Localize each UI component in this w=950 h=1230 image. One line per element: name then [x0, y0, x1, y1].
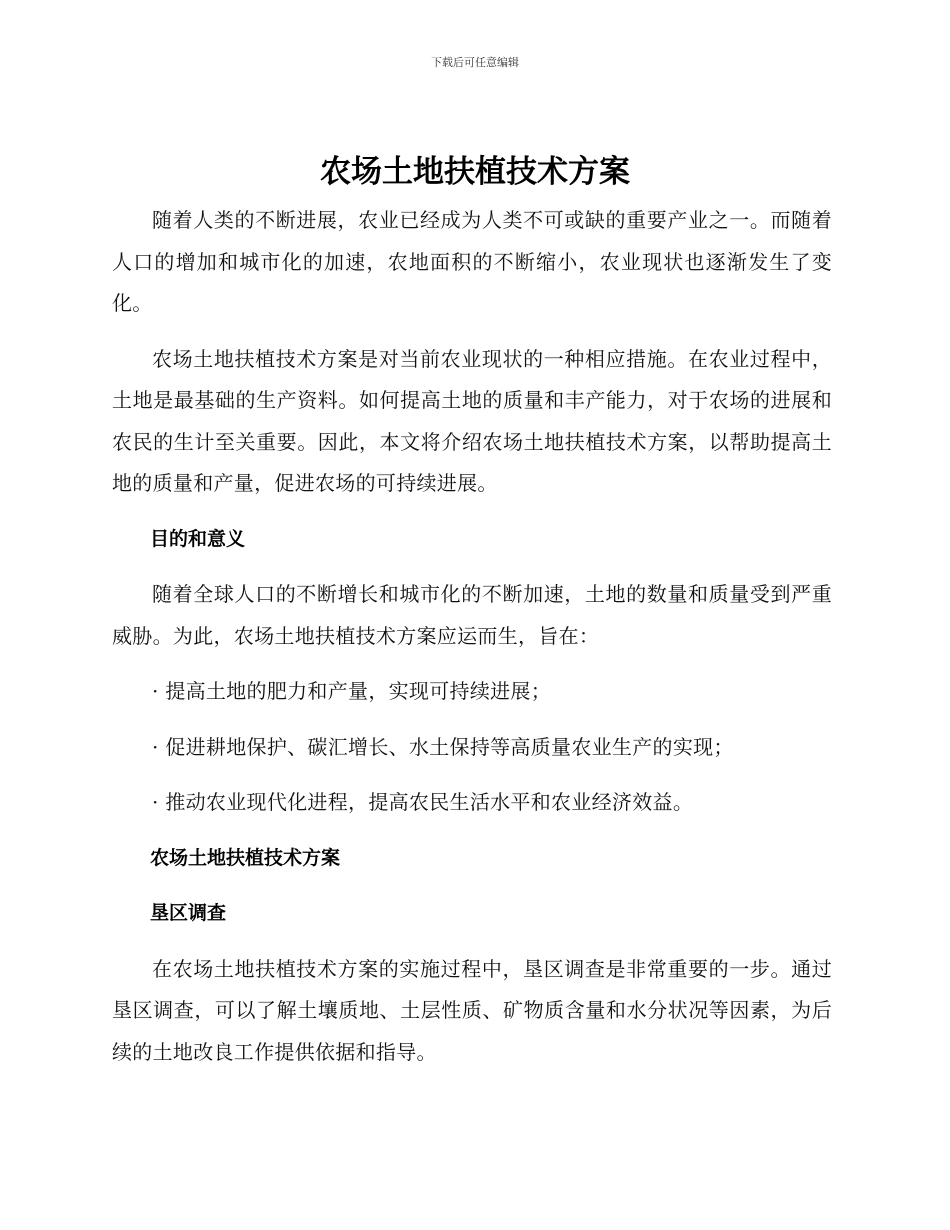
survey-paragraph: 在农场土地扶植技术方案的实施过程中，垦区调查是非常重要的一步。通过垦区调查，可以了解土壤质地、土层性质、矿物质含量和水分状况等因素，为后续的土地改良工作提供依据和指导。: [112, 956, 832, 1064]
intro-paragraph-2: 农场土地扶植技术方案是对当前农业现状的一种相应措施。在农业过程中，土地是最基础的生产资料。如何提高土地的质量和丰产能力，对于农场的进展和农民的生计至关重要。因此，本文将介绍农场土地扶植技术方案，以帮助提高土地的质量和产量，促进农场的可持续进展。: [112, 346, 832, 495]
heading-survey: 垦区调查: [150, 902, 227, 924]
heading-plan: 农场土地扶植技术方案: [150, 846, 341, 869]
purpose-bullet-3: · 推动农业现代化进程，提高农民生活水平和农业经济效益。: [152, 790, 694, 814]
document-body: [112, 200, 832, 1073]
heading-purpose: 目的和意义: [150, 527, 246, 550]
purpose-bullet-1: · 提高土地的肥力和产量，实现可持续进展；: [152, 679, 552, 703]
intro-paragraph-1: 随着人类的不断进展，农业已经成为人类不可或缺的重要产业之一。而随着人口的增加和城市化的加速，农地面积的不断缩小，农业现状也逐渐发生了变化。: [112, 208, 832, 315]
document-title: 农场土地扶植技术方案: [320, 154, 630, 190]
purpose-bullet-2: · 促进耕地保护、碳汇增长、水土保持等高质量农业生产的实现；: [152, 734, 734, 759]
header-note: 下载后可任意编辑: [431, 56, 519, 69]
purpose-paragraph: 随着全球人口的不断增长和城市化的不断加速，土地的数量和质量受到严重威胁。为此，农场土地扶植技术方案应运而生，旨在：: [112, 582, 832, 648]
